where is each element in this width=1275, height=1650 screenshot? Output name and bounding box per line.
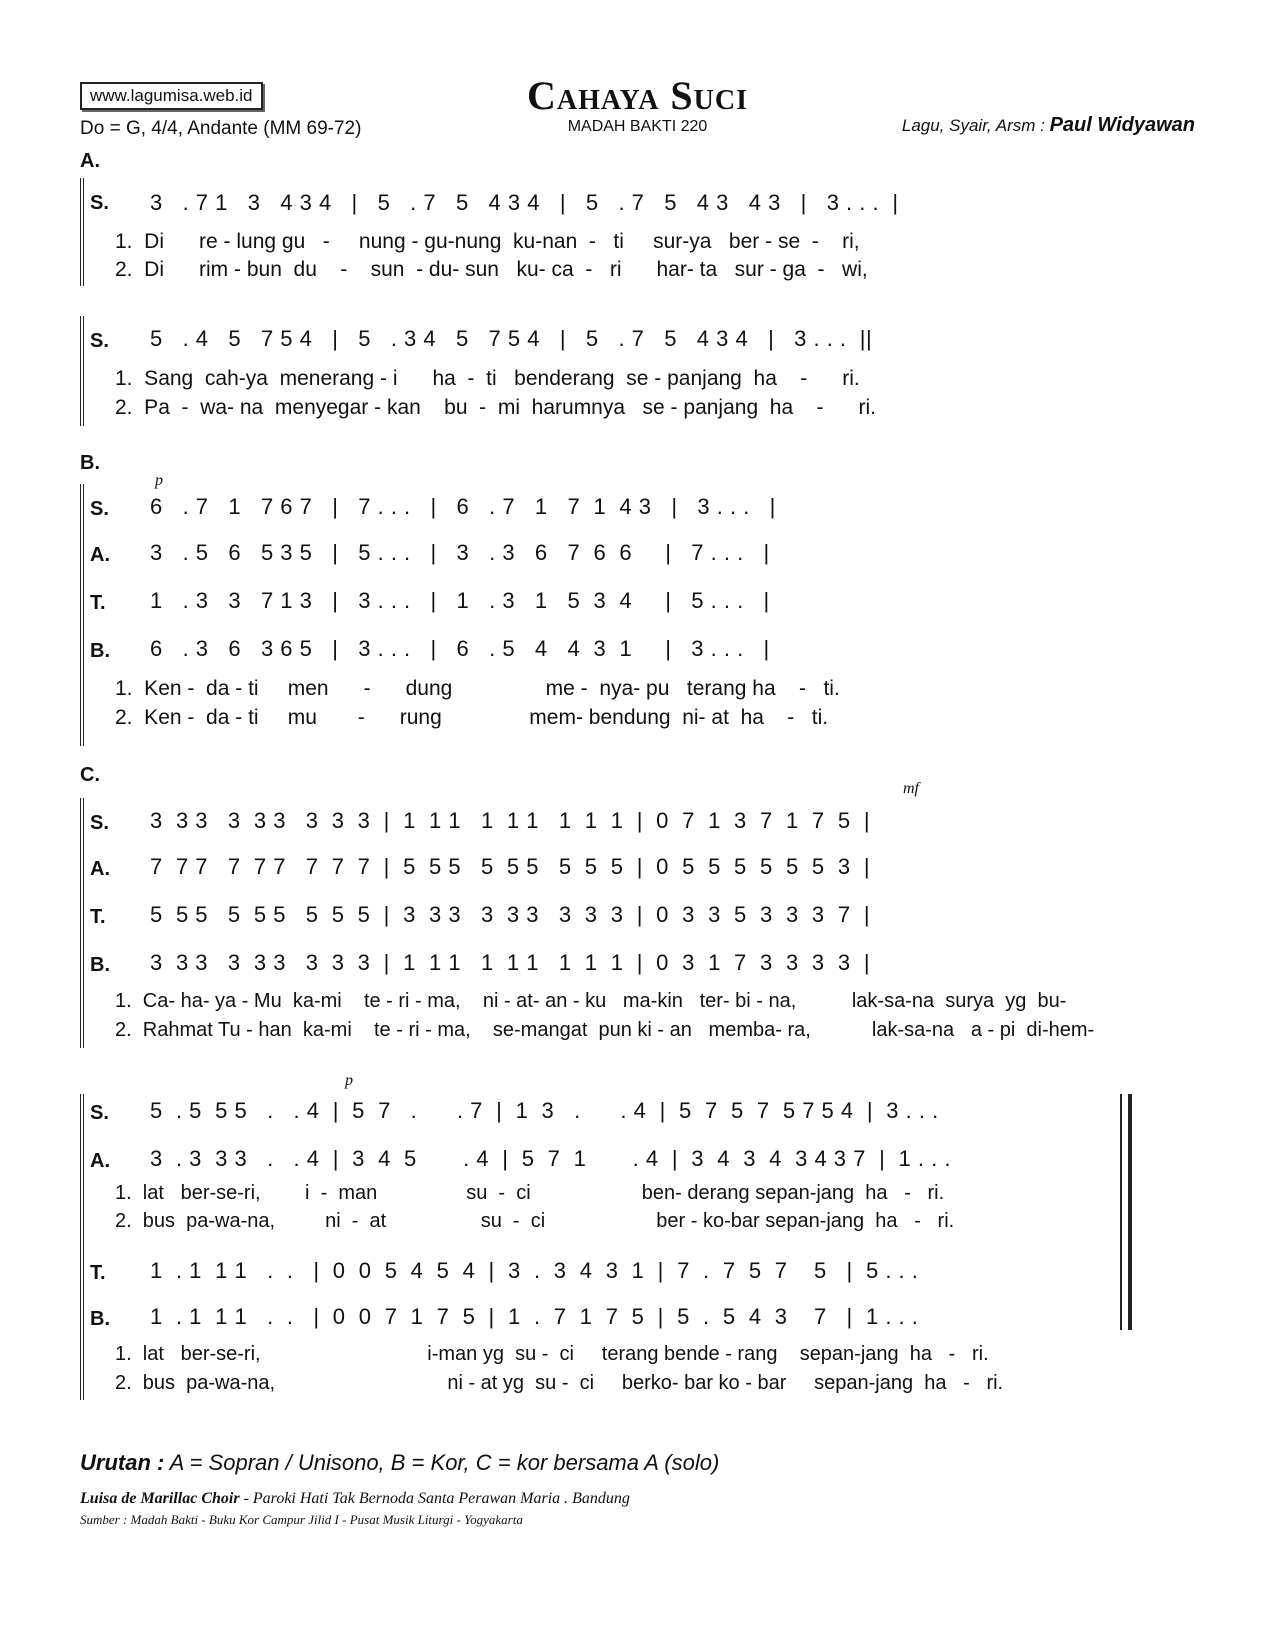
lyric-verse-1: 1. Di re - lung gu - nung - gu-nung ku-nan - ti sur-ya ber - se - ri, <box>115 230 860 253</box>
song-subtitle: MADAH BAKTI 220 <box>567 118 708 135</box>
website-label: www.lagumisa.web.id <box>80 82 263 110</box>
dynamic-mark: p <box>155 472 163 489</box>
order-text: A = Sopran / Unisono, B = Kor, C = kor bersama A (solo) <box>169 1450 720 1475</box>
source-line: Sumber : Madah Bakti - Buku Kor Campur Jilid I - Pusat Musik Liturgi - Yogyakarta <box>80 1512 523 1527</box>
system-bracket <box>80 484 84 746</box>
lyric-verse-1-lower: 1. lat ber-se-ri, i-man yg su - ci terang bende - rang sepan-jang ha - ri. <box>115 1343 989 1365</box>
notation-row-alto: 3 . 3 3 3 . . 4 | 3 4 5 . 4 | 5 7 1 . 4 | 3 4 3 4 3 4 3 7 | 1 . . . <box>150 1146 951 1171</box>
voice-label: S. <box>90 330 109 352</box>
lyric-verse-1: 1. Sang cah-ya menerang - i ha - ti benderang se - panjang ha - ri. <box>115 367 860 390</box>
credit <box>902 114 1195 137</box>
lyric-verse-2-upper: 2. bus pa-wa-na, ni - at su - ci ber - ko-bar sepan-jang ha - ri. <box>115 1210 955 1232</box>
key-tempo-info: Do = G, 4/4, Andante (MM 69-72) <box>80 118 362 139</box>
voice-label: T. <box>90 906 106 928</box>
notation-row-bass: 3 3 3 3 3 3 3 3 3 | 1 1 1 1 1 1 1 1 1 | 0 3 1 7 3 3 3 3 | <box>150 950 871 975</box>
section-c-label: C. <box>80 764 100 786</box>
voice-label: A. <box>90 1150 110 1172</box>
voice-label: S. <box>90 192 109 214</box>
credit-label: Lagu, Syair, Arsm : <box>901 116 1045 135</box>
notation-row: 3 . 7 1 3 4 3 4 | 5 . 7 5 4 3 4 | 5 . 7 5 4 3 4 3 | 3 . . . | <box>150 190 899 215</box>
lyric-verse-2: 2. Pa - wa- na menyegar - kan bu - mi harumnya se - panjang ha - ri. <box>115 396 876 419</box>
notation-row-bass: 1 . 1 1 1 . . | 0 0 7 1 7 5 | 1 . 7 1 7 5 | 5 . 5 4 3 7 | 1 . . . <box>150 1304 919 1329</box>
notation-row-soprano: 5 . 5 5 5 . . 4 | 5 7 . . 7 | 1 3 . . 4 | 5 7 5 7 5 7 5 4 | 3 . . . <box>150 1098 939 1123</box>
system-bracket <box>80 178 84 286</box>
notation-row-bass: 6 . 3 6 3 6 5 | 3 . . . | 6 . 5 4 4 3 1 | 3 . . . | <box>150 636 770 661</box>
dynamic-mark: p <box>345 1072 353 1089</box>
lyric-verse-2: 2. Ken - da - ti mu - rung mem- bendung ni- at ha - ti. <box>115 706 829 729</box>
notation-row-soprano: 6 . 7 1 7 6 7 | 7 . . . | 6 . 7 1 7 1 4 3 | 3 . . . | <box>150 494 776 519</box>
voice-label: T. <box>90 592 106 614</box>
voice-label: B. <box>90 640 110 662</box>
order-label: Urutan : <box>80 1450 165 1475</box>
lyric-verse-2-lower: 2. bus pa-wa-na, ni - at yg su - ci berko- bar ko - bar sepan-jang ha - ri. <box>115 1372 1004 1394</box>
lyric-verse-2: 2. Di rim - bun du - sun - du- sun ku- ca - ri har- ta sur - ga - wi, <box>115 258 868 281</box>
order-note <box>80 1450 719 1476</box>
dynamic-mark: mf <box>903 780 919 797</box>
notation-row-alto: 7 7 7 7 7 7 7 7 7 | 5 5 5 5 5 5 5 5 5 | 0 5 5 5 5 5 5 3 | <box>150 854 871 879</box>
final-barline <box>1120 1094 1132 1330</box>
notation-row-tenor: 5 5 5 5 5 5 5 5 5 | 3 3 3 3 3 3 3 3 3 | 0 3 3 5 3 3 3 7 | <box>150 902 871 927</box>
notation-row-soprano: 3 3 3 3 3 3 3 3 3 | 1 1 1 1 1 1 1 1 1 | 0 7 1 3 7 1 7 5 | <box>150 808 871 833</box>
voice-label: B. <box>90 954 110 976</box>
credit-name: Paul Widyawan <box>1049 114 1195 136</box>
lyric-verse-1: 1. Ken - da - ti men - dung me - nya- pu terang ha - ti. <box>115 677 840 700</box>
system-bracket <box>80 316 84 426</box>
lyric-verse-1-upper: 1. lat ber-se-ri, i - man su - ci ben- derang sepan-jang ha - ri. <box>115 1182 945 1204</box>
lyric-verse-1: 1. Ca- ha- ya - Mu ka-mi te - ri - ma, ni - at- an - ku ma-kin ter- bi - na, lak-sa-na surya yg bu- <box>115 990 1067 1012</box>
notation-row-alto: 3 . 5 6 5 3 5 | 5 . . . | 3 . 3 6 7 6 6 | 7 . . . | <box>150 540 770 565</box>
lyric-verse-2: 2. Rahmat Tu - han ka-mi te - ri - ma, se-mangat pun ki - an memba- ra, lak-sa-na a - pi di-hem- <box>115 1019 1095 1041</box>
voice-label: A. <box>90 858 110 880</box>
voice-label: S. <box>90 812 109 834</box>
choir-info: - Paroki Hati Tak Bernoda Santa Perawan Maria . Bandung <box>239 1490 630 1507</box>
section-b-label: B. <box>80 452 100 474</box>
voice-label: T. <box>90 1262 106 1284</box>
notation-row: 5 . 4 5 7 5 4 | 5 . 3 4 5 7 5 4 | 5 . 7 5 4 3 4 | 3 . . . || <box>150 326 873 351</box>
voice-label: A. <box>90 544 110 566</box>
choir-name: Luisa de Marillac Choir <box>80 1490 240 1507</box>
voice-label: S. <box>90 1102 109 1124</box>
system-bracket <box>80 1094 84 1400</box>
notation-row-tenor: 1 . 3 3 7 1 3 | 3 . . . | 1 . 3 1 5 3 4 | 5 . . . | <box>150 588 770 613</box>
voice-label: S. <box>90 498 109 520</box>
notation-row-tenor: 1 . 1 1 1 . . | 0 0 5 4 5 4 | 3 . 3 4 3 1 | 7 . 7 5 7 5 | 5 . . . <box>150 1258 919 1283</box>
section-a-label: A. <box>80 150 100 172</box>
choir-line <box>80 1490 630 1508</box>
song-title: Cahaya Suci <box>527 73 748 118</box>
system-bracket <box>80 798 84 1048</box>
voice-label: B. <box>90 1308 110 1330</box>
